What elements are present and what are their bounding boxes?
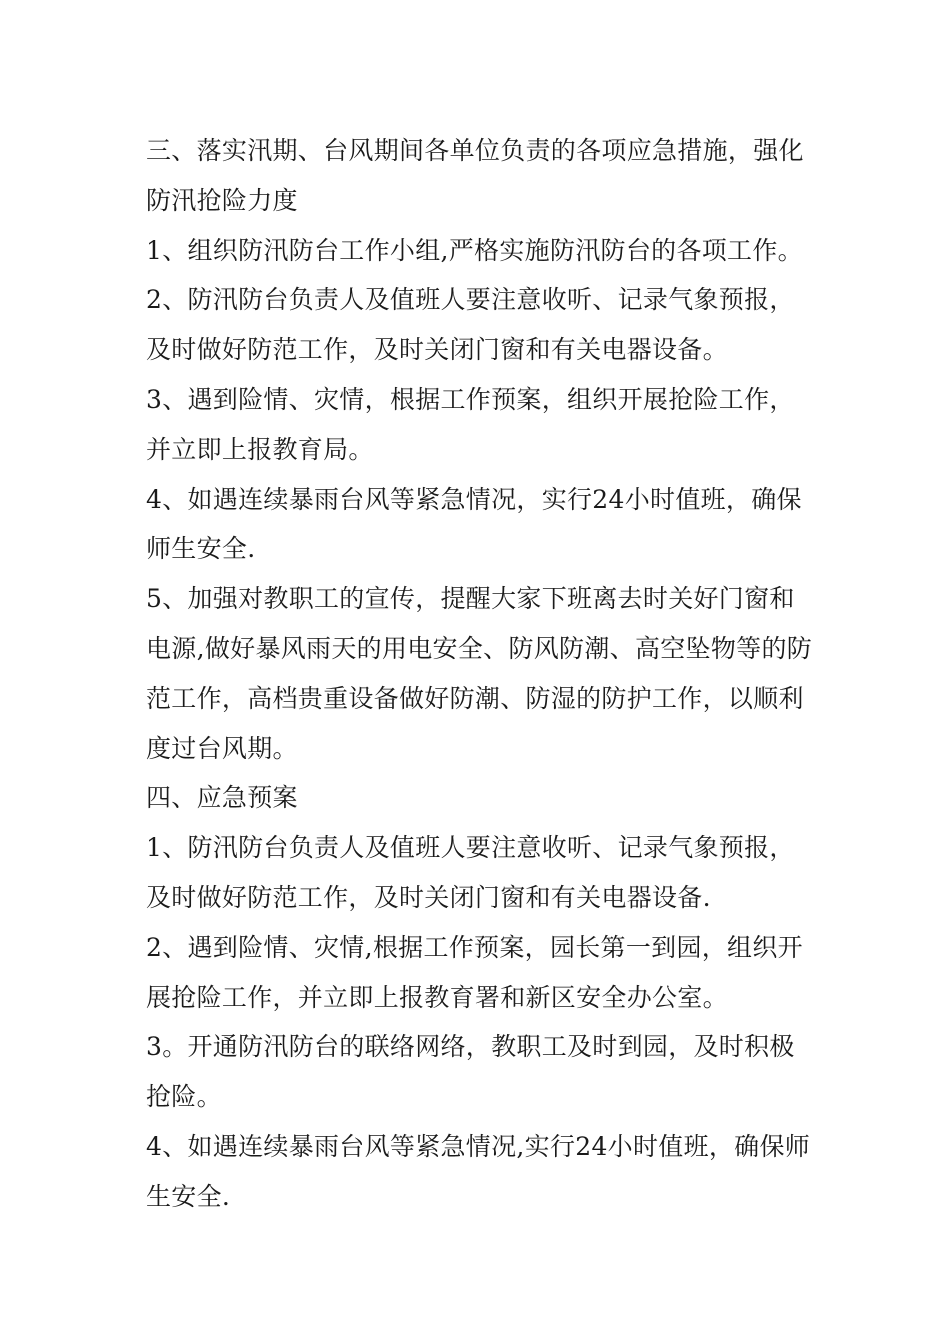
section-heading-3: 三、落实汛期、台风期间各单位负责的各项应急措施，强化防汛抢险力度 [146,136,804,215]
paragraph: 2、防汛防台负责人及值班人要注意收听、记录气象预报，及时做好防范工作，及时关闭门窗和有关电器设备。 [146,285,795,365]
paragraph: 2、遇到险情、灾情,根据工作预案，园长第一到园，组织开展抢险工作，并立即上报教育署和新区安全办公室。 [146,932,803,1012]
paragraph: 3、遇到险情、灾情，根据工作预案，组织开展抢险工作，并立即上报教育局。 [146,384,795,464]
paragraph: 3。开通防汛防台的联络网络，教职工及时到园，及时积极抢险。 [146,1032,795,1112]
paragraph: 1、组织防汛防台工作小组,严格实施防汛防台的各项工作。 [146,235,803,265]
paragraph: 5、加强对教职工的宣传，提醒大家下班离去时关好门窗和电源,做好暴风雨天的用电安全、防风防潮、高空坠物等的防范工作，高档贵重设备做好防潮、防湿的防护工作，以顺利度过台风期。 [146,584,813,763]
section-heading-4: 四、应急预案 [146,783,298,813]
paragraph: 1、防汛防台负责人及值班人要注意收听、记录气象预报，及时做好防范工作，及时关闭门窗和有关电器设备. [146,833,795,912]
paragraph: 4、如遇连续暴雨台风等紧急情况，实行24小时值班，确保师生安全. [146,484,802,564]
document-body [146,126,814,1222]
paragraph: 4、如遇连续暴雨台风等紧急情况,实行24小时值班，确保师生安全. [146,1131,811,1211]
